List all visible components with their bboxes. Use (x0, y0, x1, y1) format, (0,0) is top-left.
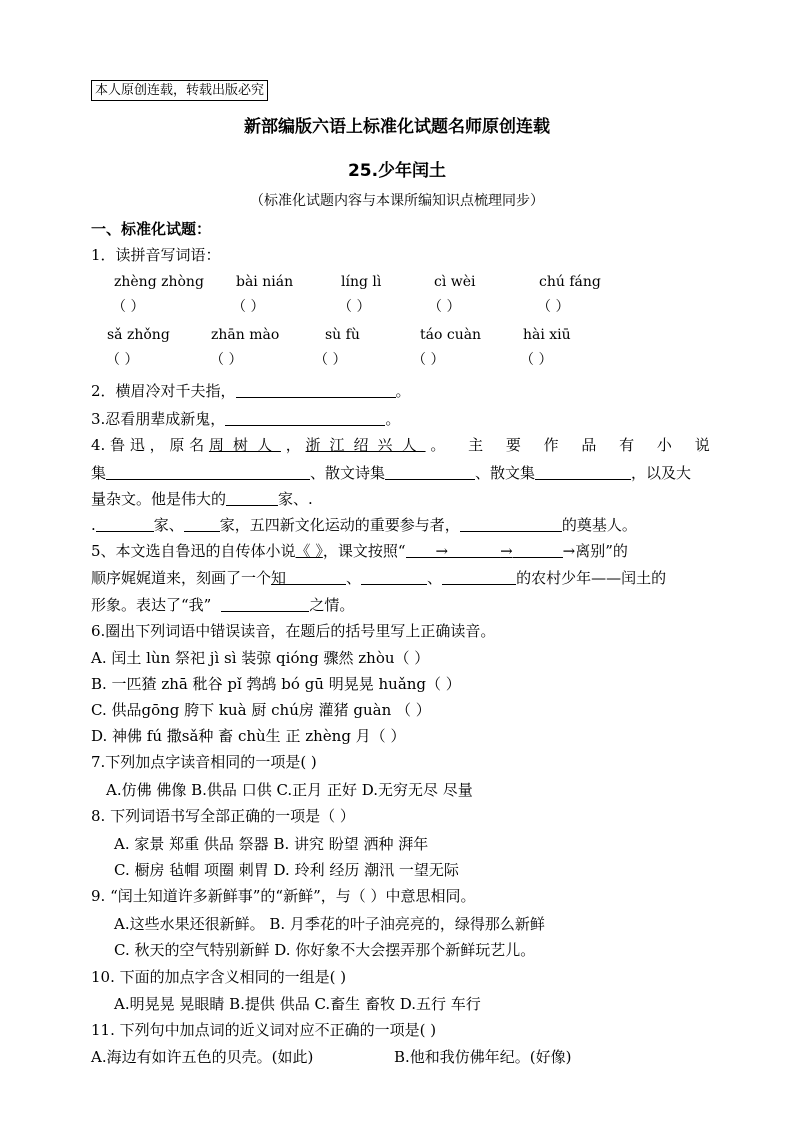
book-title-blank[interactable]: 《 》 (295, 542, 323, 560)
question-9-options-row-2[interactable]: C. 秋天的空气特别新鲜 D. 你好象不大会摆弄那个新鲜玩艺儿。 (114, 941, 536, 959)
question-8-label: 8. 下列词语书写全部正确的一项是（ ） (91, 807, 355, 825)
text: 的农村少年——闰土的 (516, 569, 667, 587)
question-7-label: 7.下列加点字读音相同的一项是( ) (91, 753, 317, 771)
question-3-prefix: 3.忍看朋辈成新鬼， (91, 410, 226, 428)
text: 、散文诗集 (310, 464, 386, 482)
answer-blank[interactable] (361, 570, 427, 585)
original-name: 周树人 (208, 436, 281, 454)
pinyin-7: zhān mào (211, 327, 280, 343)
copyright-notice: 本人原创连载，转载出版必究 (91, 80, 268, 101)
answer-blank[interactable] (406, 543, 436, 558)
answer-blank[interactable] (106, 465, 310, 480)
text: 家、 (153, 516, 184, 534)
option-d[interactable]: D. 神佛 fú 撒sǎ种 畜 chù生 正 zhèng 月（ ） (91, 727, 406, 745)
pinyin-9: táo cuàn (420, 327, 482, 343)
answer-blank[interactable] (221, 597, 309, 612)
text: ，以及大 (631, 464, 692, 482)
answer-box-8[interactable]: （ ） (314, 352, 347, 368)
lesson-title: 25.少年闰土 (347, 161, 447, 181)
question-2-prefix: 2．横眉冷对千夫指， (91, 382, 236, 400)
option-a[interactable]: A. 闰土 lùn 祭祀 jì sì 装弶 qióng 骤然 zhòu（ ） (91, 649, 430, 667)
hometown: 浙江绍兴人 (305, 436, 426, 454)
answer-blank[interactable] (226, 491, 278, 506)
question-4-prefix: 4. 鲁 迅 ， 原 名 (91, 436, 205, 454)
question-8-options-row-1[interactable]: A. 家景 郑重 供品 祭器 B. 讲究 盼望 洒种 湃年 (114, 835, 429, 853)
text: 量杂文。他是伟大的 (91, 490, 227, 508)
pinyin-6: sǎ zhǒng (107, 327, 170, 343)
text: 、散文集 (475, 464, 536, 482)
question-4-tail: 。 主 要 作 品 有 小 说 (430, 436, 719, 454)
answer-blank[interactable] (385, 465, 475, 480)
page-title: 新部编版六语上标准化试题名师原创连载 (244, 117, 550, 137)
pinyin-1: zhèng zhòng (114, 274, 204, 290)
question-11-option-b[interactable]: B.他和我仿佛年纪。(好像) (394, 1048, 572, 1066)
answer-box-1[interactable]: （ ） (112, 299, 145, 315)
text: 、 (346, 569, 362, 587)
question-11-label: 11. 下列句中加点词的近义词对应不正确的一项是( ) (91, 1021, 437, 1039)
answer-box-5[interactable]: （ ） (537, 299, 570, 315)
answer-blank[interactable] (225, 411, 385, 426)
option-b[interactable]: B. 一匹猹 zhā 秕谷 pǐ 鹁鸪 bó gū 明晃晃 huǎng（ ） (91, 675, 461, 693)
pinyin-8: sù fù (325, 327, 360, 343)
question-8-options-row-2[interactable]: C. 橱房 毡帽 项圈 刺胃 D. 玲利 经历 潮汛 一望无际 (114, 861, 459, 879)
answer-box-6[interactable]: （ ） (106, 352, 139, 368)
option-c[interactable]: C. 供品gōng 胯下 kuà 厨 chú房 灌猪 guàn （ ） (91, 701, 431, 719)
answer-blank[interactable] (96, 517, 154, 532)
question-4-line-3 (91, 488, 313, 509)
question-9-options-row-1[interactable]: A.这些水果还很新鲜。 B. 月季花的叶子油亮亮的，绿得那么新鲜 (114, 915, 545, 933)
separator: ， (285, 436, 301, 454)
question-5-line-2 (91, 567, 666, 588)
answer-blank[interactable] (513, 543, 563, 558)
question-6-label: 6.圈出下列词语中错误读音，在题后的括号里写上正确读音。 (91, 622, 496, 640)
question-2-suffix: 。 (395, 382, 411, 400)
pinyin-4: cì wèi (434, 274, 476, 290)
answer-blank[interactable] (460, 517, 562, 532)
answer-blank[interactable] (448, 543, 500, 558)
subtitle: （标准化试题内容与本课所编知识点梳理同步） (250, 193, 544, 209)
question-3-suffix: 。 (385, 410, 401, 428)
arrow: → (500, 542, 513, 560)
section-heading: 一、标准化试题： (91, 220, 212, 238)
question-5-line-1 (91, 540, 628, 561)
text: ，课文按照“ (322, 542, 406, 560)
pinyin-10: hài xiū (523, 327, 571, 343)
text: 形象。表达了“我” (91, 596, 212, 614)
answer-blank[interactable] (236, 383, 396, 398)
text: 集 (91, 464, 107, 482)
text: 知 (271, 569, 287, 587)
text: 5、本文选自鲁迅的自传体小说 (91, 542, 296, 560)
text: 家、 (278, 490, 309, 508)
question-2 (91, 380, 411, 401)
text: 顺序娓娓道来，刻画了一个 (91, 569, 272, 587)
question-3 (91, 408, 400, 429)
question-4-line-2 (91, 462, 691, 483)
text: 家，五四新文化运动的重要参与者， (219, 516, 460, 534)
answer-box-4[interactable]: （ ） (428, 299, 461, 315)
answer-box-10[interactable]: （ ） (520, 352, 553, 368)
answer-box-7[interactable]: （ ） (210, 352, 243, 368)
question-4-line-4 (91, 514, 637, 535)
answer-box-9[interactable]: （ ） (412, 352, 445, 368)
arrow: → (435, 542, 449, 560)
question-1-label: 1．读拼音写词语： (91, 246, 221, 264)
question-7-options[interactable]: A.仿佛 佛像 B.供品 口供 C.正月 正好 D.无穷无尽 尽量 (106, 781, 473, 799)
question-11-option-a[interactable]: A.海边有如许五色的贝壳。(如此) (91, 1048, 314, 1066)
question-10-options[interactable]: A.明晃晃 晃眼睛 B.提供 供品 C.畜生 畜牧 D.五行 车行 (114, 995, 481, 1013)
answer-blank[interactable] (442, 570, 516, 585)
pinyin-2: bài nián (236, 274, 294, 290)
text: 的奠基人。 (561, 516, 637, 534)
pinyin-5: chú fáng (539, 274, 601, 290)
text: 之情。 (309, 596, 355, 614)
text: →离别”的 (562, 542, 628, 560)
answer-blank[interactable] (184, 517, 220, 532)
answer-blank[interactable] (535, 465, 631, 480)
question-5-line-3 (91, 594, 354, 615)
answer-box-3[interactable]: （ ） (338, 299, 371, 315)
answer-blank[interactable] (286, 570, 346, 585)
answer-box-2[interactable]: （ ） (232, 299, 265, 315)
question-4-line-1 (91, 434, 719, 455)
text: . (308, 490, 313, 508)
question-9-label: 9. “闰土知道许多新鲜事”的“新鲜”，与（ ）中意思相同。 (91, 887, 476, 905)
text: 、 (427, 569, 443, 587)
pinyin-3: líng lì (341, 274, 382, 290)
question-10-label: 10. 下面的加点字含义相同的一组是( ) (91, 968, 347, 986)
text: . (91, 516, 96, 534)
